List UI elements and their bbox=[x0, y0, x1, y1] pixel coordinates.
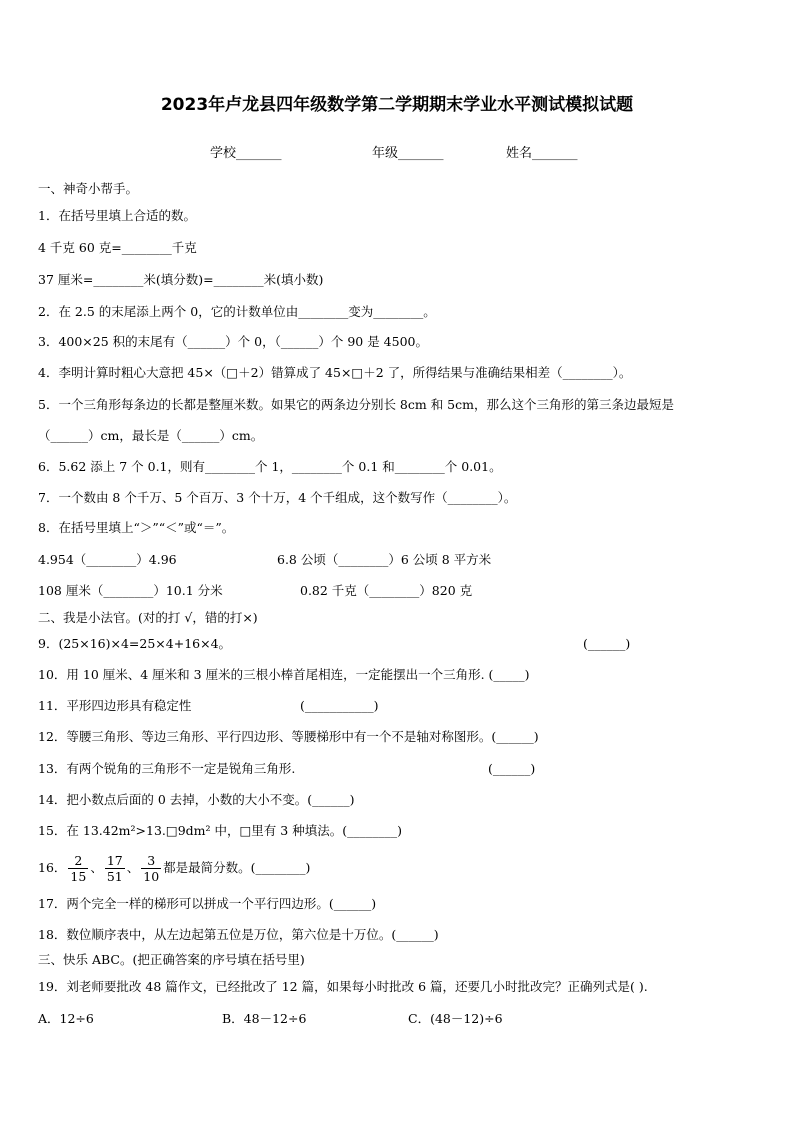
answer-q9: (______) bbox=[583, 636, 631, 651]
fraction-numerator: 3 bbox=[141, 853, 161, 869]
page-title: 2023年卢龙县四年级数学第二学期期末学业水平测试模拟试题 bbox=[160, 95, 634, 115]
line-q11: 11．平形四边形具有稳定性 bbox=[38, 698, 192, 713]
line-q19: 19．刘老师要批改 48 篇作文，已经批改了 12 篇，如果每小时批改 6 篇，还要几小时批改完？正确列式是( ). bbox=[38, 979, 648, 994]
line-q10: 10．用 10 厘米、4 厘米和 3 厘米的三根小棒首尾相连，一定能摆出一个三角形. (_____) bbox=[38, 667, 530, 682]
line-q5a: 5．一个三角形每条边的长都是整厘米数。如果它的两条边分别长 8cm 和 5cm，那么这个三角形的第三条边最短是 bbox=[38, 397, 674, 412]
line-q1: 1．在括号里填上合适的数。 bbox=[38, 208, 196, 223]
q16-prefix: 16． bbox=[38, 860, 67, 875]
answer-q11: (___________) bbox=[300, 698, 379, 713]
line-q4: 4．李明计算时粗心大意把 45×（□＋2）错算成了 45×□＋2 了，所得结果与准确结果相差（________）。 bbox=[38, 365, 632, 380]
line-q13: 13．有两个锐角的三角形不一定是锐角三角形. bbox=[38, 761, 296, 776]
fraction bbox=[105, 853, 125, 884]
answer-q13: (______) bbox=[488, 761, 536, 776]
line-q17: 17．两个完全一样的梯形可以拼成一个平行四边形。(______) bbox=[38, 896, 377, 911]
line-q15: 15．在 13.42m²>13.□9dm² 中，□里有 3 种填法。(________) bbox=[38, 823, 402, 838]
fraction-separator: 、 bbox=[126, 860, 140, 875]
line-q14: 14．把小数点后面的 0 去掉，小数的大小不变。(______) bbox=[38, 792, 355, 807]
line-q8a: 4.954（________）4.96 bbox=[38, 552, 177, 567]
line-q1b: 37 厘米=________米(填分数)=________米(填小数) bbox=[38, 272, 324, 287]
line-q7: 7．一个数由 8 个千万、5 个百万、3 个十万，4 个千组成，这个数写作（________）。 bbox=[38, 490, 517, 505]
line-q12: 12．等腰三角形、等边三角形、平行四边形、等腰梯形中有一个不是轴对称图形。(______) bbox=[38, 729, 539, 744]
fraction bbox=[68, 853, 88, 884]
opt-b: B．48－12÷6 bbox=[222, 1011, 307, 1026]
fraction-numerator: 17 bbox=[106, 853, 123, 868]
fraction-denominator: 51 bbox=[106, 869, 123, 884]
question-16 bbox=[38, 848, 310, 888]
line-s1: 一、神奇小帮手。 bbox=[38, 181, 139, 196]
fraction-separator: 、 bbox=[90, 860, 103, 875]
name-field: 姓名_______ bbox=[506, 146, 578, 161]
fraction bbox=[141, 853, 161, 884]
opt-c: C．(48－12)÷6 bbox=[408, 1011, 503, 1026]
q16-suffix: 都是最简分数。(________) bbox=[163, 860, 311, 875]
line-s2: 二、我是小法官。(对的打 √，错的打×) bbox=[38, 610, 258, 625]
opt-a: A．12÷6 bbox=[38, 1011, 94, 1026]
line-q8c: 108 厘米（________）10.1 分米 bbox=[38, 583, 223, 598]
fraction-numerator: 2 bbox=[68, 853, 88, 869]
line-q3: 3．400×25 积的末尾有（______）个 0，（______）个 90 是 4500。 bbox=[38, 334, 428, 349]
line-q9: 9．(25×16)×4=25×4+16×4。 bbox=[38, 636, 232, 651]
fraction-denominator: 10 bbox=[143, 869, 160, 884]
fraction-denominator: 15 bbox=[70, 869, 87, 884]
school-field: 学校_______ bbox=[210, 146, 282, 161]
grade-field: 年级_______ bbox=[372, 146, 444, 161]
line-q1a: 4 千克 60 克=________千克 bbox=[38, 240, 197, 255]
line-q8: 8．在括号里填上“＞”“＜”或“＝”。 bbox=[38, 520, 235, 535]
line-q8d: 0.82 千克（________）820 克 bbox=[300, 583, 473, 598]
line-q18: 18．数位顺序表中，从左边起第五位是万位，第六位是十万位。(______) bbox=[38, 927, 439, 942]
line-q5b: （______）cm，最长是（______）cm。 bbox=[38, 428, 264, 443]
line-q6: 6．5.62 添上 7 个 0.1，则有________个 1，________个 0.1 和________个 0.01。 bbox=[38, 459, 502, 474]
line-q2: 2．在 2.5 的末尾添上两个 0，它的计数单位由________变为________。 bbox=[38, 304, 436, 319]
line-q8b: 6.8 公顷（________）6 公顷 8 平方米 bbox=[277, 552, 492, 567]
line-s3: 三、快乐 ABC。(把正确答案的序号填在括号里) bbox=[38, 952, 305, 967]
